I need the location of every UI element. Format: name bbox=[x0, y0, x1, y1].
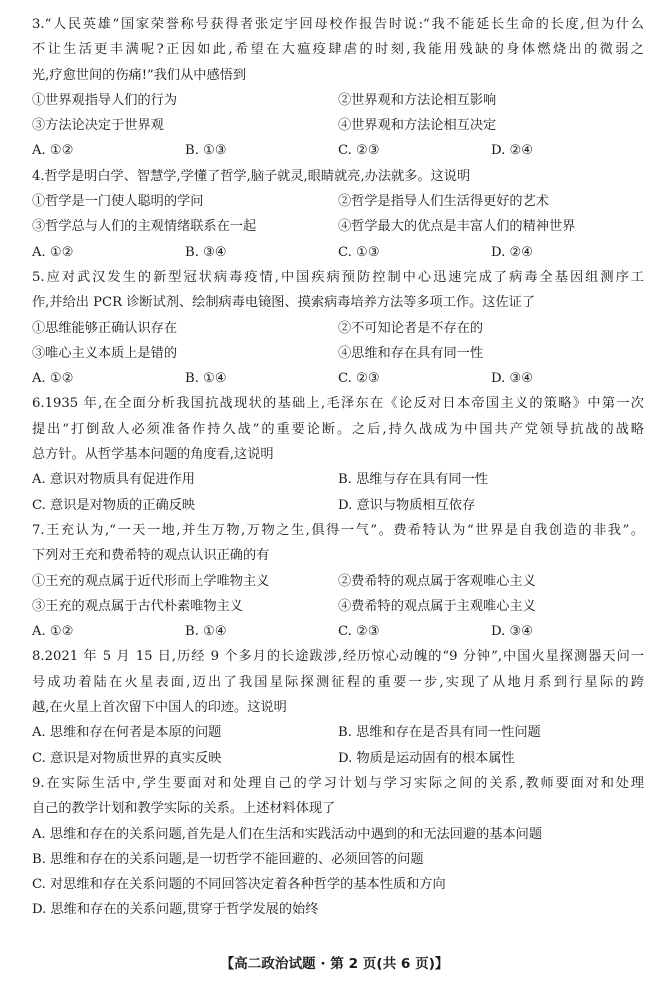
choice-b: B. 思维和存在是否具有同一性问题 bbox=[338, 725, 541, 741]
statement-2: ②哲学是指导人们生活得更好的艺术 bbox=[338, 194, 549, 210]
choice-d: D. 物质是运动固有的根本属性 bbox=[338, 750, 515, 766]
question-stem-line: 9.在实际生活中,学生要面对和处理自己的学习计划与学习实际之间的关系,教师要面对和处理 bbox=[32, 775, 644, 791]
choice-d: D. ③④ bbox=[491, 371, 534, 387]
question-stem-line: 号成功着陆在火星表面,迈出了我国星际探测征程的重要一步,实现了从地月系到行星际的跨 bbox=[32, 674, 644, 690]
question-stem-line: 光,疗愈世间的伤痛!”我们从中感悟到 bbox=[32, 67, 247, 83]
choice-a: A. ①② bbox=[32, 624, 74, 640]
choice-b: B. ①④ bbox=[185, 624, 227, 640]
choice-c: C. ①③ bbox=[338, 244, 380, 260]
statement-1: ①思维能够正确认识存在 bbox=[32, 320, 178, 336]
statement-3: ③王充的观点属于古代朴素唯物主义 bbox=[32, 598, 243, 614]
question-7 bbox=[32, 518, 644, 644]
page-footer: 【高二政治试题 · 第 2 页(共 6 页)】 bbox=[220, 956, 449, 972]
statement-4: ④世界观和方法论相互决定 bbox=[338, 118, 497, 134]
choice-c: C. ②③ bbox=[338, 371, 380, 387]
question-stem-line: 提出“打倒敌人必须准备作持久战”的重要论断。之后,持久战成为中国共产党领导抗战的战略 bbox=[32, 421, 644, 437]
statement-4: ④费希特的观点属于主观唯心主义 bbox=[338, 598, 536, 614]
question-stem-line: 作,并给出 PCR 诊断试剂、绘制病毒电镜图、摸索病毒培养方法等多项工作。这佐证了 bbox=[32, 295, 536, 311]
choice-b: B. ③④ bbox=[185, 244, 227, 260]
statement-1: ①世界观指导人们的行为 bbox=[32, 92, 178, 108]
choice-b: B. ①④ bbox=[185, 371, 227, 387]
statement-row bbox=[32, 189, 644, 214]
statement-row bbox=[32, 113, 644, 138]
statement-row bbox=[32, 341, 644, 366]
question-list bbox=[32, 12, 644, 923]
statement-4: ④哲学最大的优点是丰富人们的精神世界 bbox=[338, 219, 576, 235]
statement-row bbox=[32, 594, 644, 619]
choice-c: C. 意识是对物质世界的真实反映 bbox=[32, 750, 222, 766]
question-stem-line: 5.应对武汉发生的新型冠状病毒疫情,中国疾病预防控制中心迅速完成了病毒全基因组测序工 bbox=[32, 269, 644, 285]
choice-d: D. ②④ bbox=[491, 244, 534, 260]
statement-3: ③方法论决定于世界观 bbox=[32, 118, 164, 134]
statement-4: ④思维和存在具有同一性 bbox=[338, 345, 484, 361]
choice-d: D. 意识与物质相互依存 bbox=[338, 497, 476, 513]
question-stem-line: 6.1935 年,在全面分析我国抗战现状的基础上,毛泽东在《论反对日本帝国主义的策略》中第一次 bbox=[32, 396, 644, 412]
question-stem-line: 越,在火星上首次留下中国人的印迹。这说明 bbox=[32, 700, 287, 716]
question-3 bbox=[32, 12, 644, 164]
statement-row bbox=[32, 214, 644, 239]
question-stem-line: 不让生活更丰满呢?正因如此,希望在大瘟疫肆虐的时刻,我能用残缺的身体燃烧出的微弱之 bbox=[32, 42, 644, 58]
choice-d: D. ②④ bbox=[491, 143, 534, 159]
question-6 bbox=[32, 391, 644, 517]
choice-a: A. ①② bbox=[32, 244, 74, 260]
choice-c: C. ②③ bbox=[338, 624, 380, 640]
statement-3: ③哲学总与人们的主观情绪联系在一起 bbox=[32, 219, 257, 235]
question-stem-line: 自己的教学计划和教学实际的关系。上述材料体现了 bbox=[32, 801, 336, 817]
statement-2: ②世界观和方法论相互影响 bbox=[338, 92, 497, 108]
choice-a: A. 思维和存在的关系问题,首先是人们在生活和实践活动中遇到的和无法回避的基本问题 bbox=[32, 826, 543, 842]
statement-2: ②费希特的观点属于客观唯心主义 bbox=[338, 573, 536, 589]
statement-1: ①哲学是一门使人聪明的学问 bbox=[32, 194, 204, 210]
choice-b: B. 思维与存在具有同一性 bbox=[338, 472, 488, 488]
question-5 bbox=[32, 265, 644, 391]
question-9 bbox=[32, 771, 644, 923]
question-stem-line: 3.“人民英雄”国家荣誉称号获得者张定宇回母校作报告时说:“我不能延长生命的长度,但为什么 bbox=[32, 17, 644, 32]
choice-a: A. 思维和存在何者是本原的问题 bbox=[32, 725, 222, 741]
choice-row bbox=[32, 720, 644, 745]
choice-c: C. 对思维和存在关系问题的不同回答决定着各种哲学的基本性质和方向 bbox=[32, 877, 446, 893]
choice-c: C. 意识是对物质的正确反映 bbox=[32, 497, 196, 513]
question-stem-line: 8.2021 年 5 月 15 日,历经 9 个多月的长途跋涉,经历惊心动魄的“9 分钟”,中国火星探测器天问一 bbox=[32, 649, 644, 665]
question-8 bbox=[32, 644, 644, 770]
statement-3: ③唯心主义本质上是错的 bbox=[32, 345, 178, 361]
choice-c: C. ②③ bbox=[338, 143, 380, 159]
statement-row bbox=[32, 88, 644, 113]
choice-b: B. 思维和存在的关系问题,是一切哲学不能回避的、必须回答的问题 bbox=[32, 851, 424, 867]
choice-row bbox=[32, 366, 644, 391]
choice-row bbox=[32, 493, 644, 518]
choice-row bbox=[32, 619, 644, 644]
question-stem-line: 下列对王充和费希特的观点认识正确的有 bbox=[32, 548, 270, 564]
statement-2: ②不可知论者是不存在的 bbox=[338, 320, 484, 336]
statement-row bbox=[32, 569, 644, 594]
question-stem-line: 4.哲学是明白学、智慧学,学懂了哲学,脑子就灵,眼睛就亮,办法就多。这说明 bbox=[32, 168, 471, 184]
choice-row bbox=[32, 746, 644, 771]
choice-a: A. ①② bbox=[32, 143, 74, 159]
choice-row bbox=[32, 467, 644, 492]
choice-a: A. ①② bbox=[32, 371, 74, 387]
question-stem-line: 总方针。从哲学基本问题的角度看,这说明 bbox=[32, 447, 274, 463]
statement-row bbox=[32, 316, 644, 341]
question-stem-line: 7.王充认为,“一天一地,并生万物,万物之生,俱得一气”。费希特认为“世界是自我创造的非我”。 bbox=[32, 522, 644, 538]
question-4 bbox=[32, 164, 644, 265]
statement-1: ①王充的观点属于近代形而上学唯物主义 bbox=[32, 573, 270, 589]
choice-row bbox=[32, 240, 644, 265]
choice-b: B. ①③ bbox=[185, 143, 227, 159]
choice-a: A. 意识对物质具有促进作用 bbox=[32, 472, 195, 488]
choice-d: D. 思维和存在的关系问题,贯穿于哲学发展的始终 bbox=[32, 902, 319, 918]
choice-row bbox=[32, 138, 644, 163]
choice-d: D. ③④ bbox=[491, 624, 534, 640]
